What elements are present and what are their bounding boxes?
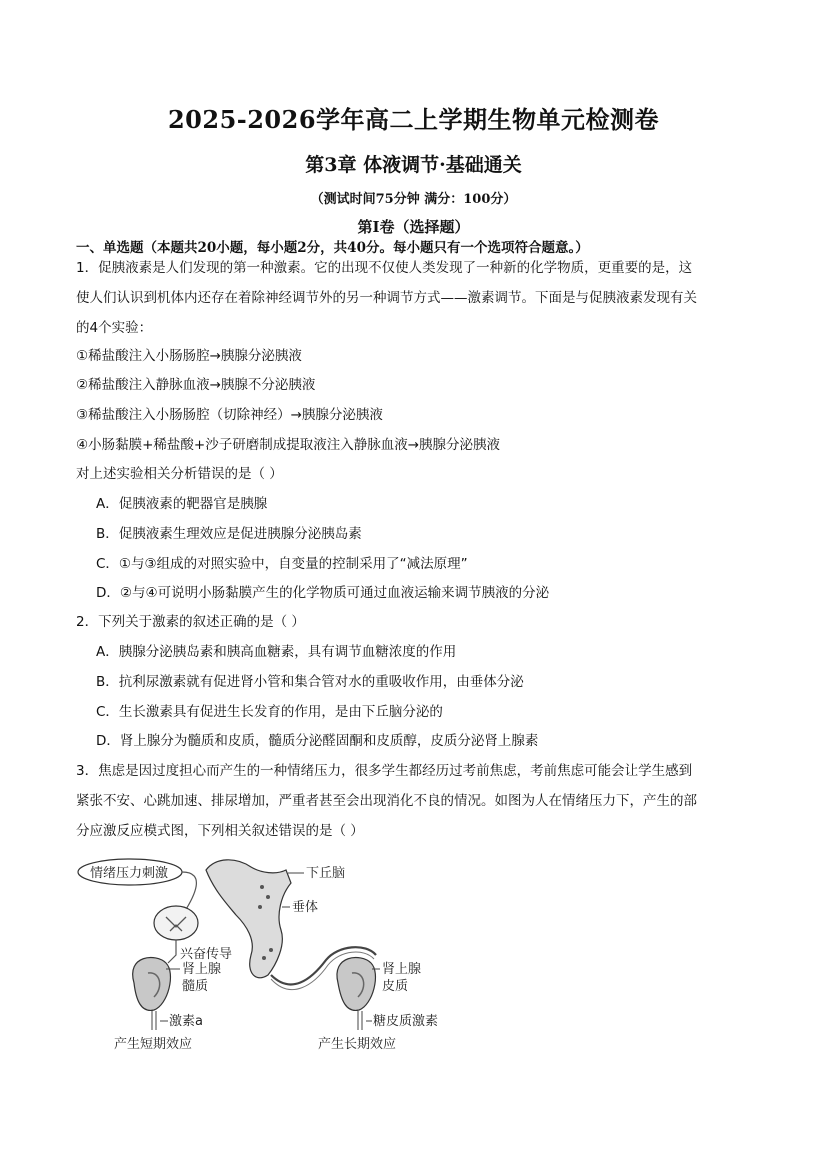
q1-experiment-4: ④小肠黏膜+稀盐酸+沙子研磨制成提取液注入静脉血液→胰腺分泌胰液: [76, 437, 501, 453]
q1-option-d[interactable]: D．②与④可说明小肠黏膜产生的化学物质可通过血液运输来调节胰液的分泌: [96, 585, 550, 601]
chapter-subtitle: 第3章 体液调节·基础通关: [305, 154, 522, 176]
q2-option-d[interactable]: D．肾上腺分为髓质和皮质，髓质分泌醛固酮和皮质醇，皮质分泌肾上腺素: [96, 733, 539, 749]
spinal-cord-icon: [154, 906, 198, 940]
q1-experiment-2: ②稀盐酸注入静脉血液→胰腺不分泌胰液: [76, 377, 316, 393]
hormone-a-label: 激素a: [169, 1014, 203, 1029]
stress-response-diagram: [76, 855, 476, 1055]
q2-option-b[interactable]: B．抗利尿激素就有促进肾小管和集合管对水的重吸收作用，由垂体分泌: [96, 674, 524, 690]
glucocorticoid-label: 糖皮质激素: [373, 1014, 439, 1029]
q1-option-b[interactable]: B．促胰液素生理效应是促进胰腺分泌胰岛素: [96, 526, 362, 542]
q3-line-1: 3．焦虑是因过度担心而产生的一种情绪压力，很多学生都经历过考前焦虑，考前焦虑可能会让学生感到: [76, 763, 693, 779]
cortex-label-1: 肾上腺: [382, 962, 422, 977]
part-heading: 第I卷（选择题）: [357, 218, 470, 236]
section-heading: 一、单选题（本题共20小题，每小题2分，共40分。每小题只有一个选项符合题意。）: [76, 240, 589, 256]
q1-line-2: 使人们认识到机体内还存在着除神经调节外的另一种调节方式——激素调节。下面是与促胰液素发现有关: [76, 290, 697, 306]
q1-option-c[interactable]: C．①与③组成的对照实验中，自变量的控制采用了“减法原理”: [96, 556, 468, 572]
q1-stem: 对上述实验相关分析错误的是（ ）: [76, 466, 283, 482]
q2-option-c[interactable]: C．生长激素具有促进生长发育的作用，是由下丘脑分泌的: [96, 704, 443, 720]
excitation-nerve: [168, 940, 176, 963]
long-effect-label: 产生长期效应: [318, 1037, 397, 1052]
q1-line-1: 1．促胰液素是人们发现的第一种激素。它的出现不仅使人类发现了一种新的化学物质，更重要的是，这: [76, 260, 693, 276]
pituitary-label: 垂体: [292, 900, 319, 915]
adrenal-cortex-icon: [337, 958, 376, 1011]
exam-title: 2025-2026学年高二上学期生物单元检测卷: [167, 105, 660, 134]
q2-option-a[interactable]: A．胰腺分泌胰岛素和胰高血糖素，具有调节血糖浓度的作用: [96, 644, 457, 660]
q1-line-3: 的4个实验：: [76, 320, 153, 336]
excitation-label: 兴奋传导: [180, 947, 233, 962]
hypothalamus-label: 下丘脑: [306, 866, 346, 881]
exam-meta: （测试时间75分钟 满分：100分）: [310, 192, 517, 207]
short-effect-label: 产生短期效应: [114, 1037, 193, 1052]
cortex-label-2: 皮质: [382, 979, 409, 994]
q1-option-a[interactable]: A．促胰液素的靶器官是胰腺: [96, 496, 268, 512]
q3-line-3: 分应激反应模式图，下列相关叙述错误的是（ ）: [76, 823, 364, 839]
q1-experiment-3: ③稀盐酸注入小肠肠腔（切除神经）→胰腺分泌胰液: [76, 407, 383, 423]
stimulus-label: 情绪压力刺激: [90, 866, 169, 881]
medulla-label-1: 肾上腺: [182, 962, 222, 977]
medulla-label-2: 髓质: [182, 979, 209, 994]
q1-experiment-1: ①稀盐酸注入小肠肠腔→胰腺分泌胰液: [76, 348, 302, 364]
q3-line-2: 紧张不安、心跳加速、排尿增加，严重者甚至会出现消化不良的情况。如图为人在情绪压力下，产生的部: [76, 793, 697, 809]
q2-stem: 2．下列关于激素的叙述正确的是（ ）: [76, 614, 305, 630]
adrenal-medulla-icon: [133, 958, 171, 1011]
